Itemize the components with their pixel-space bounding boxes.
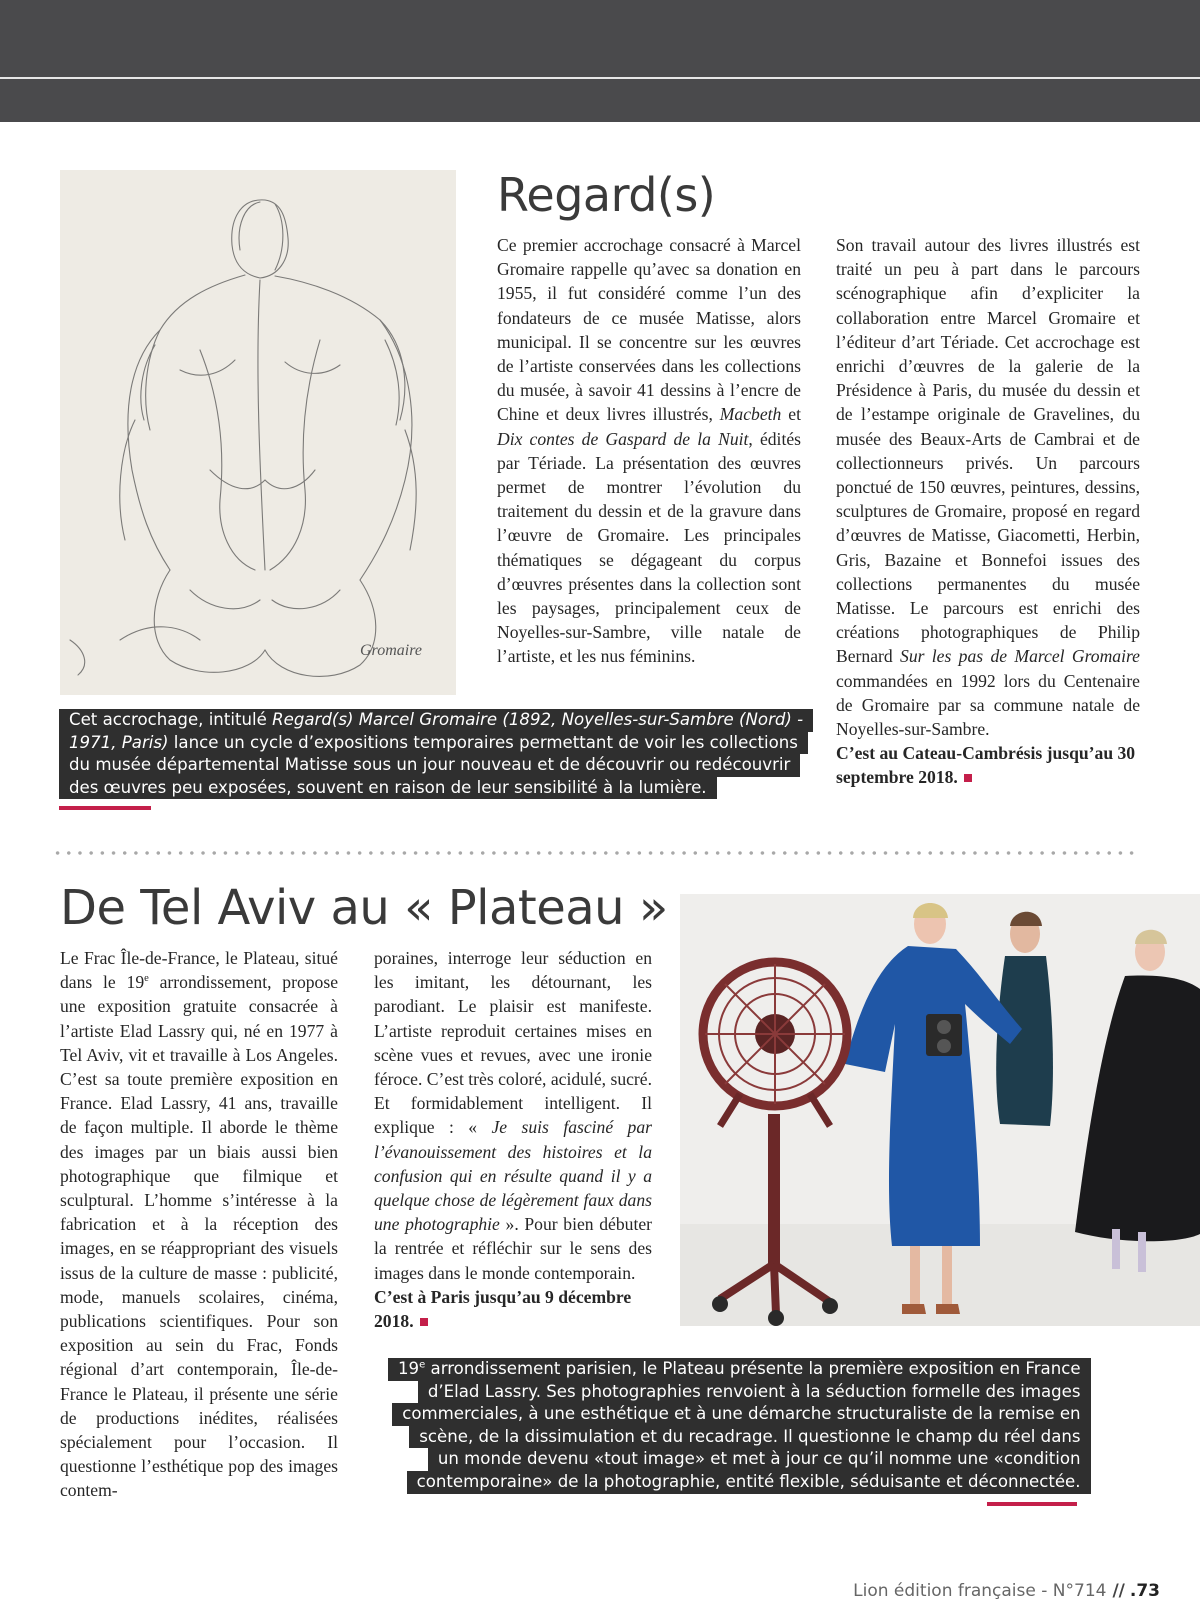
text-run: arrondissement, propose une exposition gratuite consacrée à l’artiste Elad Lassry qui, né en 1977 à Tel Aviv, vit et travaille à Los Angeles. C’est sa toute première exposition en France. Elad Lassry, 41 ans, travaille de façon multiple. Il aborde le thème des images par un biais aussi bien photographique que filmique et sculptural. L’homme s’intéresse à la fabrication et à la réception des images, en se réappropriant des visuels issus de la culture de masse : publicité, mode, manuels scolaires, cinéma, publications scientifiques. Pour son exposition au sein du Frac, Fonds régional d’art contemporain, Île-de-France le Plateau, il présente une série de productions inédites, réalisées spécialement pour l’occasion. Il questionne l’esthétique pop des images contem- xyxy=(60,972,339,1501)
italic-text: Sur les pas de Marcel Gromaire xyxy=(900,646,1140,667)
text-run: arrondissement parisien, le Plateau présente la première exposition en France xyxy=(425,1359,1081,1378)
dotted-divider xyxy=(52,850,1140,856)
text-run: Le Frac Île-de-France, le Plateau, situé dans le 19 xyxy=(60,948,338,993)
caption-line xyxy=(59,754,800,777)
text-run: , édités par Tériade. La présentation des œuvres permet de montrer l’évolution du traitement du dessin et de la gravure dans l’œuvre de Gromaire. Les principales thématiques se dégageant du corpus d’œuvres présentes dans la collection sont les paysages, principalement ceux de Noyelles-sur-Sambre, ville natale de l’artiste, et les nus féminins. xyxy=(497,428,801,667)
article-paragraph xyxy=(374,946,652,1285)
caption-line xyxy=(388,1358,1091,1381)
article-paragraph xyxy=(497,233,801,669)
article-column-regards-1 xyxy=(497,233,801,669)
closing-text: C’est à Paris jusqu’au 9 décembre 2018. xyxy=(374,1286,632,1332)
closing-line xyxy=(374,1285,652,1333)
caption-line xyxy=(418,1381,1091,1404)
text-run: ». Pour bien débuter la rentrée et réfléchir sur le sens des images dans le monde contemporain. xyxy=(374,1214,652,1283)
caption-line xyxy=(428,1448,1091,1471)
footer-separator: // xyxy=(1112,1581,1125,1601)
caption-line xyxy=(407,1471,1091,1494)
caption-accent-bar xyxy=(59,806,151,810)
article-column-regards-2 xyxy=(836,233,1140,790)
caption-regards xyxy=(59,709,813,799)
text-run: d’Elad Lassry. Ses photographies renvoient à la séduction formelle des images xyxy=(427,1381,1081,1401)
section-title-regards: Regard(s) xyxy=(497,168,716,222)
publication-name: Lion édition française - N°714 xyxy=(853,1581,1107,1601)
lassry-photograph-image xyxy=(680,894,1200,1326)
text-run: commerciales, à une esthétique et à une démarche structuraliste de la remise en xyxy=(402,1404,1081,1424)
drawing-signature: Gromaire xyxy=(360,642,422,659)
end-square-icon xyxy=(964,774,972,782)
italic-text: Dix contes de Gaspard de la Nuit xyxy=(497,428,749,449)
italic-text: Regard(s) Marcel Gromaire (1892, Noyelles-sur-Sambre (Nord) - xyxy=(272,710,804,729)
text-run: contemporaine» de la photographie, entité flexible, séduisante et déconnectée. xyxy=(416,1471,1081,1491)
text-run: commandées en 1992 lors du Centenaire de Gromaire par sa commune natale de Noyelles-sur-Sambre. xyxy=(836,670,1140,740)
caption-line xyxy=(409,1426,1090,1449)
closing-text: C’est au Cateau-Cambrésis jusqu’au 30 septembre 2018. xyxy=(836,743,1136,788)
text-run: scène, de la dissimulation et du recadrage. Il questionne le champ du réel dans xyxy=(419,1426,1081,1446)
text-run: Ce premier accrochage consacré à Marcel Gromaire rappelle qu’avec sa donation en 1955, il fut considéré comme l’un des fondateurs de ce musée Matisse, alors municipal. Il se concentre sur les œuvres de l’artiste conservées dans les collections du musée, à savoir 41 dessins à l’encre de Chine et deux livres illustrés, xyxy=(497,235,801,425)
caption-line xyxy=(59,777,717,800)
caption-line xyxy=(59,709,813,732)
caption-line xyxy=(59,732,808,755)
text-run: poraines, interroge leur séduction en les imitant, les détournant, les parodiant. Le plaisir est manifeste. L’artiste reproduit certaines mises en scène vues et revues, avec une ironie féroce. C’est très coloré, acidulé, sucré. Et formidablement intelligent. Il explique : « xyxy=(374,948,652,1138)
caption-accent-bar xyxy=(987,1502,1077,1506)
text-run: des œuvres peu exposées, souvent en raison de leur sensibilité à la lumière. xyxy=(69,777,707,797)
article-paragraph xyxy=(836,233,1140,741)
text-run: du musée départemental Matisse sous un jour nouveau et de découvrir ou redécouvrir xyxy=(69,755,791,775)
article-column-telaviv-1 xyxy=(60,946,338,1503)
gromaire-drawing-image xyxy=(60,170,456,695)
article-paragraph xyxy=(60,946,338,1503)
text-run: Son travail autour des livres illustrés est traité un peu à part dans le parcours scénographique afin d’expliciter la collaboration entre Marcel Gromaire et l’éditeur d’art Tériade. Cet accrochage est enrichi d’œuvres de la galerie de la Présidence à Paris, du musée du dessin et de l’estampe originale de Gravelines, du musée des Beaux-Arts de Cambrai et de collectionneurs privés. Un parcours ponctué de 150 œuvres, peintures, dessins, sculptures de Gromaire, proposé en regard d’œuvres de Matisse, Giacometti, Herbin, Gris, Bazaine et Bonnefoi issues des collections permanentes du musée Matisse. Le parcours est enrichi des créations photographiques de Philip Bernard xyxy=(836,235,1140,667)
text-run: un monde devenu «tout image» et met à jour ce qu’il nomme une «condition xyxy=(437,1449,1081,1469)
article-column-telaviv-2 xyxy=(374,946,652,1333)
header-bar xyxy=(0,0,1200,122)
caption-telaviv xyxy=(388,1358,1091,1494)
page-footer xyxy=(853,1581,1160,1601)
text-run: 19 xyxy=(398,1359,420,1378)
text-run: lance un cycle d’expositions temporaires permettant de voir les collections xyxy=(168,732,798,752)
page-number: .73 xyxy=(1129,1581,1160,1601)
closing-line xyxy=(836,741,1140,789)
section-title-telaviv: De Tel Aviv au « Plateau » xyxy=(60,880,668,936)
text-run: Cet accrochage, intitulé xyxy=(69,710,273,729)
caption-line xyxy=(392,1403,1090,1426)
text-run: et xyxy=(781,404,801,425)
superscript-text: e xyxy=(144,973,149,985)
header-divider xyxy=(0,77,1200,79)
end-square-icon xyxy=(420,1318,428,1326)
italic-text: 1971, Paris) xyxy=(69,732,169,752)
italic-text: Macbeth xyxy=(719,404,782,425)
superscript-text: e xyxy=(419,1359,426,1371)
italic-text: Je suis fasciné par l’évanouissement des histoires et la confusion qui en résulte quand il y a quelque chose de légèrement faux dans une photographie xyxy=(374,1117,652,1235)
